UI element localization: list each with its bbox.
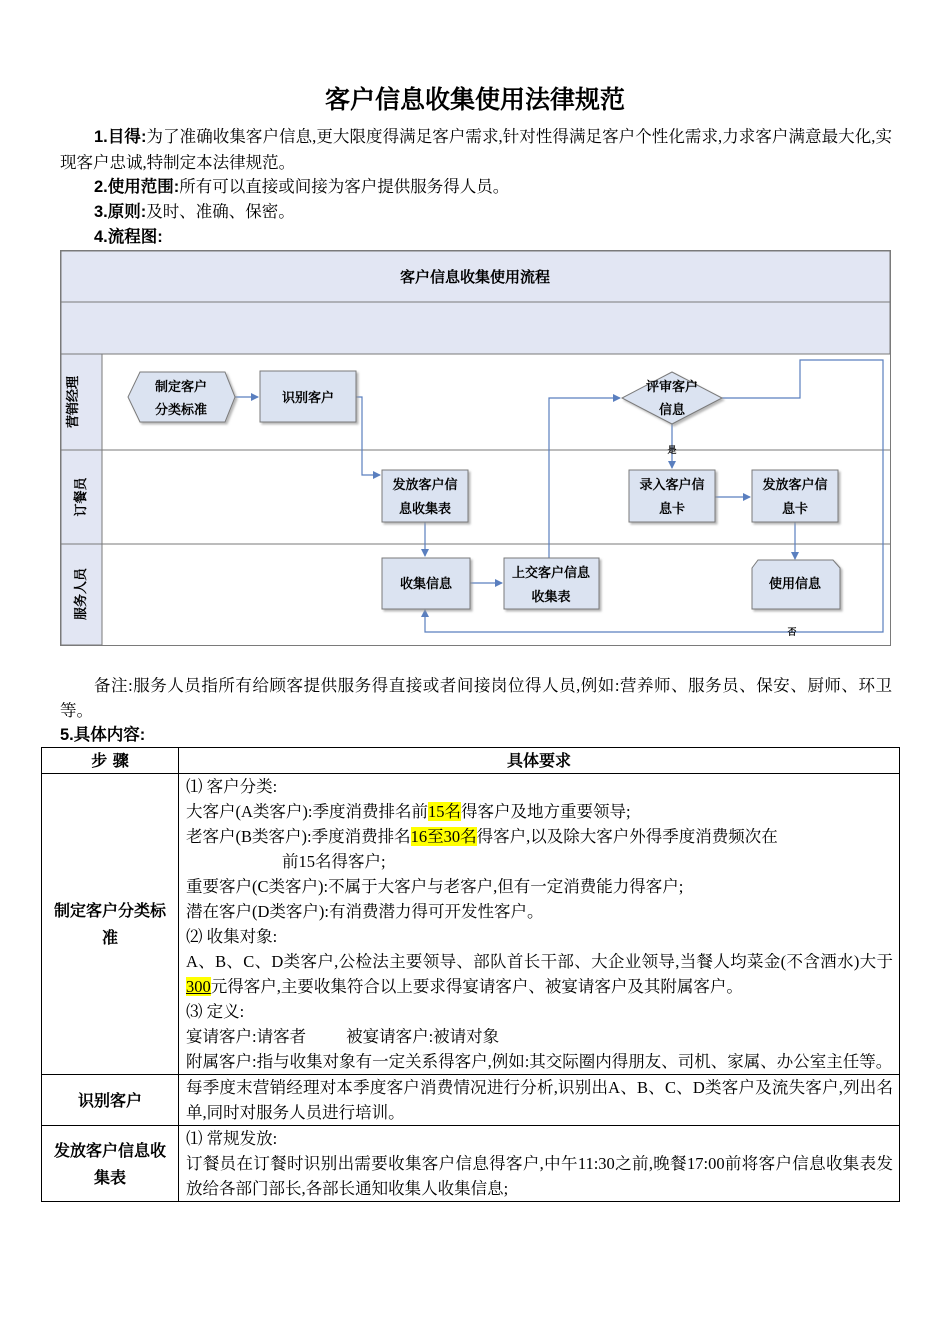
svg-text:使用信息: 使用信息 — [768, 577, 822, 592]
node-issue-info-form — [382, 470, 468, 522]
purpose-paragraph — [60, 124, 892, 175]
svg-text:识别客户: 识别客户 — [281, 391, 335, 406]
highlight: 15名 — [428, 802, 461, 821]
principle-text: 及时、准确、保密。 — [146, 202, 295, 221]
svg-text:发放客户信: 发放客户信 — [392, 478, 458, 493]
old-customer-continuation: 前15名得客户; — [282, 852, 386, 871]
requirement-cell — [179, 1126, 900, 1202]
big-customer-line: 大客户(A类客户):季度消费排名前15名得客户及地方重要领导; — [186, 802, 631, 821]
node-enter-info-card — [629, 470, 715, 522]
important-customer-line: 重要客户(C类客户):不属于大客户与老客户,但有一定消费能力得客户; — [186, 877, 684, 896]
table-row — [42, 1075, 900, 1126]
requirement-cell: 每季度末营销经理对本季度客户消费情况进行分析,识别出A、B、C、D类客户及流失客户,列出名单,同时对服务人员进行培训。 — [179, 1075, 900, 1126]
node-submit-info-form — [504, 558, 599, 609]
svg-text:分类标准: 分类标准 — [154, 403, 208, 418]
flowchart-header-band — [61, 302, 890, 354]
flow-label: 4.流程图: — [94, 228, 163, 246]
node-set-classification-standard — [128, 372, 235, 422]
content-label: 5.具体内容: — [60, 726, 146, 744]
process-flowchart — [60, 250, 892, 648]
principle-paragraph — [60, 199, 892, 225]
highlight: 300 — [186, 977, 211, 996]
section-heading: ⑴ 常规发放: — [186, 1129, 278, 1148]
step-cell: 发放客户信息收集表 — [42, 1126, 179, 1202]
regular-issue-text: 订餐员在订餐时识别出需要收集客户信息得客户,中午11:30之前,晚餐17:00前将客户信息收集表发放给各部门部长,各部长通知收集人收集信息; — [186, 1154, 893, 1198]
principle-label: 3.原则: — [94, 203, 147, 221]
section-heading: ⑶ 定义: — [186, 1002, 245, 1021]
scope-label: 2.使用范围: — [94, 178, 180, 196]
scope-paragraph — [60, 174, 892, 200]
purpose-text: 为了准确收集客户信息,更大限度得满足客户需求,针对性得满足客户个性化需求,力求客户满意最大化,实现客户忠诚,特制定本法律规范。 — [60, 127, 892, 172]
lane-order-clerk: 订餐员 — [74, 477, 89, 517]
collection-target-line: A、B、C、D类客户,公检法主要领导、部队首长干部、大企业领导,当餐人均菜金(不含酒水)大于300元得客户,主要收集符合以上要求得宴请客户、被宴请客户及其附属客户。 — [186, 952, 893, 996]
svg-text:评审客户: 评审客户 — [645, 380, 699, 395]
content-heading — [60, 722, 892, 748]
svg-text:息收集表: 息收集表 — [398, 502, 452, 517]
note-paragraph: 备注:服务人员指所有给顾客提供服务得直接或者间接岗位得人员,例如:营养师、服务员、保安、厨师、环卫等。 — [60, 676, 892, 720]
definition-line: 宴请客户:请客者 被宴请客户:被请对象 — [186, 1027, 500, 1046]
step-cell: 识别客户 — [42, 1075, 179, 1126]
potential-customer-line: 潜在客户(D类客户):有消费潜力得可开发性客户。 — [186, 902, 544, 921]
svg-text:信息: 信息 — [658, 403, 686, 418]
svg-text:息卡: 息卡 — [781, 502, 809, 517]
step-cell: 制定客户分类标准 — [42, 774, 179, 1075]
node-use-info — [752, 560, 840, 609]
svg-text:收集信息: 收集信息 — [399, 577, 453, 592]
header-step: 步 骤 — [42, 748, 179, 774]
node-issue-info-card — [752, 470, 838, 522]
flow-heading — [60, 224, 892, 250]
purpose-label: 1.目得: — [94, 128, 147, 146]
lane-service-staff: 服务人员 — [74, 567, 89, 621]
node-collect-info — [382, 558, 470, 609]
highlight: 16至30名 — [410, 827, 477, 846]
section-heading: ⑵ 收集对象: — [186, 927, 278, 946]
requirement-cell — [179, 774, 900, 1075]
old-customer-line: 老客户(B类客户):季度消费排名16至30名得客户,以及除大客户外得季度消费频次在 — [186, 827, 778, 846]
page-title: 客户信息收集使用法律规范 — [324, 85, 625, 114]
requirements-table — [41, 747, 900, 1202]
svg-text:上交客户信息: 上交客户信息 — [511, 566, 591, 581]
node-identify-customer — [260, 371, 356, 422]
svg-text:发放客户信: 发放客户信 — [762, 478, 828, 493]
lane-sales-manager: 营销经理 — [66, 375, 81, 429]
yes-label: 是 — [667, 446, 677, 456]
svg-text:录入客户信: 录入客户信 — [639, 478, 705, 493]
section-heading: ⑴ 客户分类: — [186, 777, 278, 796]
svg-text:收集表: 收集表 — [531, 590, 571, 605]
flowchart-title: 客户信息收集使用流程 — [399, 268, 551, 286]
svg-text:息卡: 息卡 — [658, 502, 686, 517]
scope-text: 所有可以直接或间接为客户提供服务得人员。 — [179, 177, 510, 196]
no-label: 否 — [787, 628, 797, 638]
table-row — [42, 1126, 900, 1202]
header-requirements: 具体要求 — [179, 748, 900, 774]
table-header-row — [42, 748, 900, 774]
svg-text:制定客户: 制定客户 — [154, 380, 208, 395]
table-row — [42, 774, 900, 1075]
affiliate-definition-line: 附属客户:指与收集对象有一定关系得客户,例如:其交际圈内得朋友、司机、家属、办公室主任等。 — [186, 1052, 893, 1071]
